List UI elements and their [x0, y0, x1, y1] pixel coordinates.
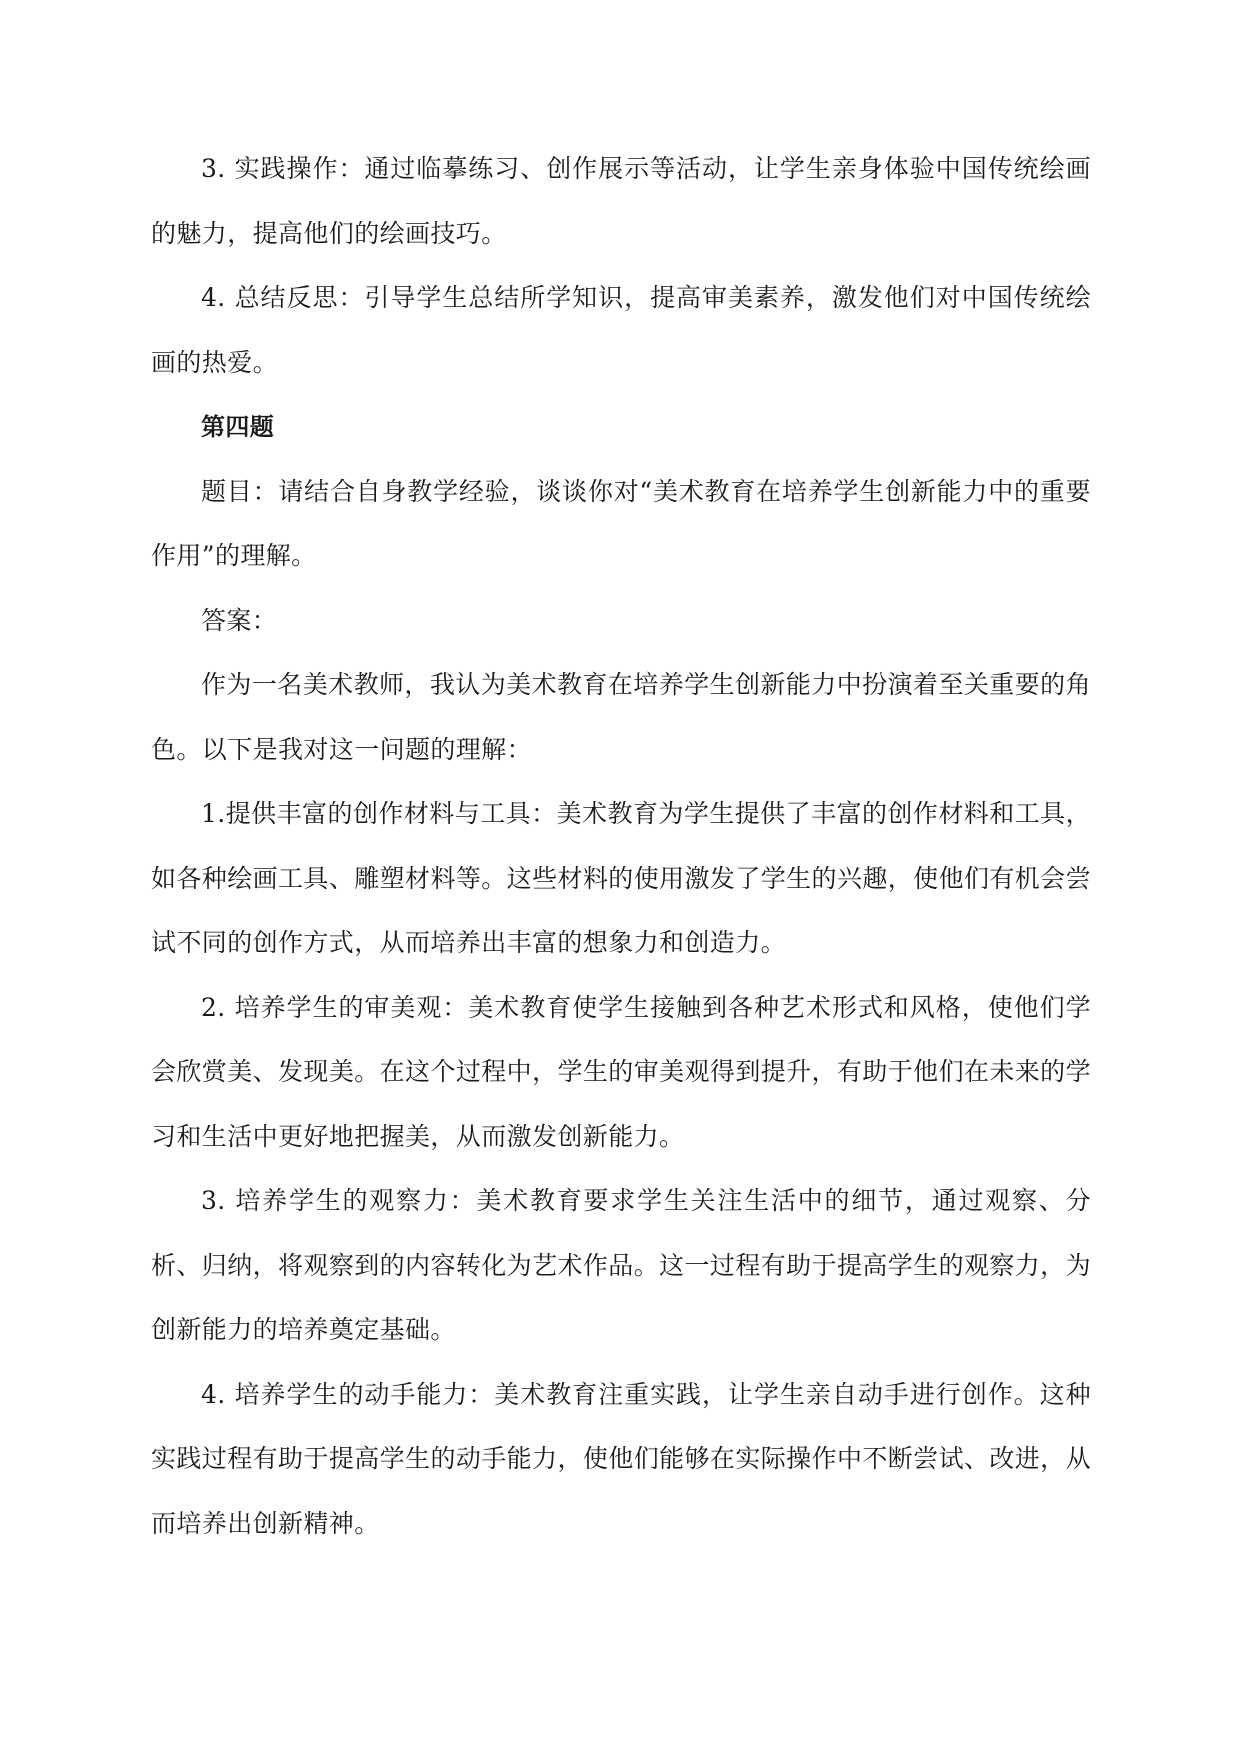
answer-point-4: 4. 培养学生的动手能力：美术教育注重实践，让学生亲自动手进行创作。这种实践过程有助于提高学生的动手能力，使他们能够在实际操作中不断尝试、改进，从而培养出创新精神。 — [151, 1379, 1091, 1538]
paragraph-reflection: 4. 总结反思：引导学生总结所学知识，提高审美素养，激发他们对中国传统绘画的热爱。 — [151, 283, 1091, 377]
question-text: 题目：请结合自身教学经验，谈谈你对“美术教育在培养学生创新能力中的重要作用”的理解。 — [151, 476, 1091, 570]
section-heading: 第四题 — [201, 413, 275, 441]
answer-point-1: 1.提供丰富的创作材料与工具：美术教育为学生提供了丰富的创作材料和工具，如各种绘画工具、雕塑材料等。这些材料的使用激发了学生的兴趣，使他们有机会尝试不同的创作方式，从而培养出丰富的想象力和创造力。 — [151, 799, 1091, 957]
document-body — [151, 137, 1091, 1556]
answer-point-2: 2. 培养学生的审美观：美术教育使学生接触到各种艺术形式和风格，使他们学会欣赏美、发现美。在这个过程中，学生的审美观得到提升，有助于他们在未来的学习和生活中更好地把握美，从而激发创新能力。 — [151, 992, 1091, 1151]
answer-label: 答案： — [201, 605, 278, 635]
answer-intro: 作为一名美术教师，我认为美术教育在培养学生创新能力中扮演着至关重要的角色。以下是我对这一问题的理解： — [151, 670, 1091, 764]
answer-point-3: 3. 培养学生的观察力：美术教育要求学生关注生活中的细节，通过观察、分析、归纳，将观察到的内容转化为艺术作品。这一过程有助于提高学生的观察力，为创新能力的培养奠定基础。 — [151, 1186, 1091, 1344]
paragraph-practice: 3. 实践操作：通过临摹练习、创作展示等活动，让学生亲身体验中国传统绘画的魅力，提高他们的绘画技巧。 — [151, 154, 1091, 248]
